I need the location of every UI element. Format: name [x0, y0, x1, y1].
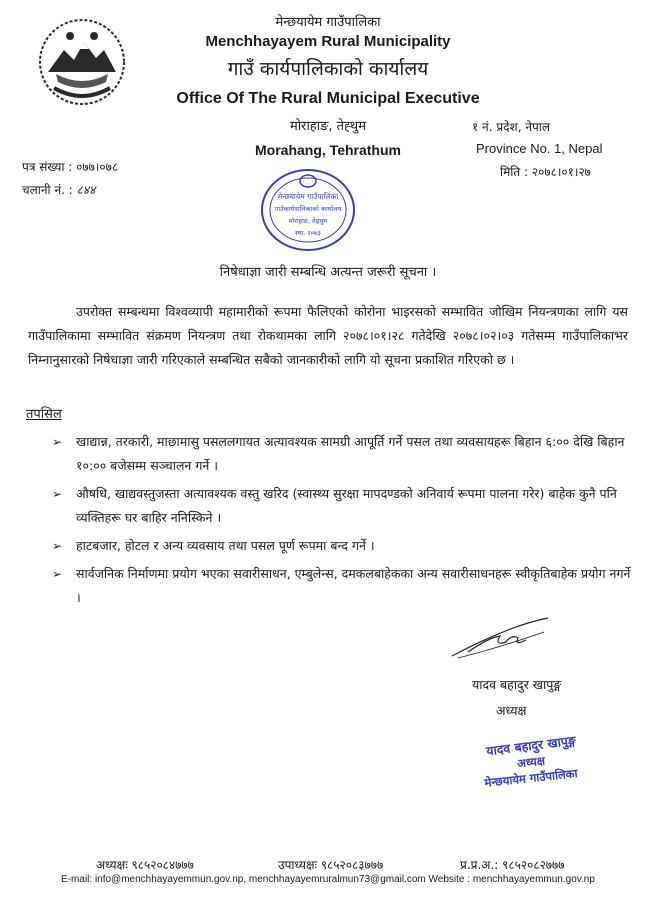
- stamp-signatory-name: यादव बहादुर खापुङ्ग: [485, 732, 577, 759]
- list-item-text: औषधि, खाद्यवस्तुजस्ता अत्यावश्यक वस्तु खरिद (स्वास्थ्य सुरक्षा मापदण्डको अनिवार्य रूपमा पालना गरेर) बाहेक कुनै पनि व्यक्तिहरू घर बाहिर ननिस्किने ।: [76, 486, 617, 525]
- arrow-bullet-icon: ➢: [52, 567, 63, 581]
- list-item: [52, 534, 632, 558]
- chair-phone: अध्यक्षः ९८५२०८४७७७: [96, 858, 194, 872]
- address-english: Morahang, Tehrathum: [255, 142, 401, 158]
- stamp-line-4: स्था. २०७३: [295, 229, 321, 237]
- schedule-heading: तपसिल: [26, 407, 62, 422]
- municipality-name-english: Menchhayayem Rural Municipality: [205, 33, 451, 50]
- list-item-text: खाद्यान्न, तरकारी, माछामासु पसललगायत अत्यावश्यक सामग्री आपूर्ति गर्ने पसल तथा व्यवसायहरू बिहान ६:०० देखि बिहान १०:०० बजेसम्म सञ्चालन गर्ने ।: [76, 434, 625, 473]
- notice-body: उपरोक्त सम्बन्धमा विश्वव्यापी महामारीको रूपमा फैलिएको कोरोना भाइरसको सम्भावित जोखिम नियन्त्रणका लागि यस गाउँपालिकामा सम्भावित संक्रमण नियन्त्रण तथा रोकथामका लागि २०७८।०१।२८ गतेदेखि २०७८।०२।०३ गतेसम्म गाउँपालिकाभर निम्नानुसारको निषेधाज्ञा जारी गरिएकाले सम्बन्धित सबैको जानकारीको लागि यो सूचना प्रकाशित गरिएको छ ।: [28, 304, 628, 367]
- footer-contact: E-mail: info@menchhayayemmun.gov.np, menchhayayemruralmun73@gmail.com Website : menchhayayemmun.gov.np: [61, 874, 595, 885]
- dispatch-value: ८४४: [76, 183, 96, 197]
- list-item: [52, 430, 632, 478]
- vice-chair-phone: उपाध्यक्षः ९८५२०८३७७७: [278, 858, 384, 872]
- list-item: [52, 482, 632, 530]
- notice-title: निषेधाज्ञा जारी सम्बन्धि अत्यन्त जरूरी सूचना ।: [219, 265, 437, 280]
- municipality-name-nepali: मेन्छयायेम गाउँपालिका: [275, 15, 381, 30]
- address-nepali: मोराहाङ, तेह्थुम: [289, 119, 366, 134]
- office-stamp: [258, 165, 358, 255]
- stamp-organization: मेन्छयायेम गाउँपालिका: [483, 766, 579, 790]
- stamp-signatory-title: अध्यक्ष: [516, 753, 546, 771]
- dispatch-label: चलानी नं. :: [22, 183, 73, 197]
- signatory-title: अध्यक्ष: [496, 703, 527, 718]
- letter-date: मिति : २०७८।०१।२७: [500, 165, 591, 179]
- list-item: [52, 562, 632, 610]
- office-name-english: Office Of The Rural Municipal Executive: [176, 90, 480, 107]
- list-item-text: हाटबजार, होटल र अन्य व्यवसाय तथा पसल पूर्ण रूपमा बन्द गर्ने ।: [76, 538, 375, 553]
- signatory-stamp: [446, 732, 616, 792]
- stamp-line-2: गाउँकार्यपालिकाको कार्यालय: [274, 205, 342, 213]
- prohibition-list: [52, 430, 632, 614]
- stamp-line-1: मेन्छयायेम गाउँपालिका: [277, 192, 339, 201]
- office-name-nepali: गाउँ कार्यपालिकाको कार्यालय: [227, 58, 429, 80]
- reference-number: पत्र संख्या : ०७७।०७८: [22, 160, 119, 174]
- province-nepali: १ नं. प्रदेश, नेपाल: [472, 120, 551, 134]
- dispatch-number: [22, 181, 95, 198]
- arrow-bullet-icon: ➢: [52, 539, 63, 553]
- handwritten-signature: [448, 612, 568, 662]
- stamp-line-3: मोराहाङ, तेह्रथुम: [288, 217, 328, 225]
- cao-phone: प्र.प्र.अ.: ९८५२०८२७७७: [460, 858, 565, 872]
- arrow-bullet-icon: ➢: [52, 487, 63, 501]
- province-english: Province No. 1, Nepal: [476, 141, 603, 156]
- arrow-bullet-icon: ➢: [52, 435, 63, 449]
- list-item-text: सार्वजनिक निर्माणमा प्रयोग भएका सवारीसाधन, एम्बुलेन्स, दमकलबाहेकका अन्य सवारीसाधनहरू स्वीकृतिबाहेक प्रयोग नगर्ने ।: [76, 566, 631, 605]
- signatory-name: यादव बहादुर खापुङ्ग: [472, 677, 562, 692]
